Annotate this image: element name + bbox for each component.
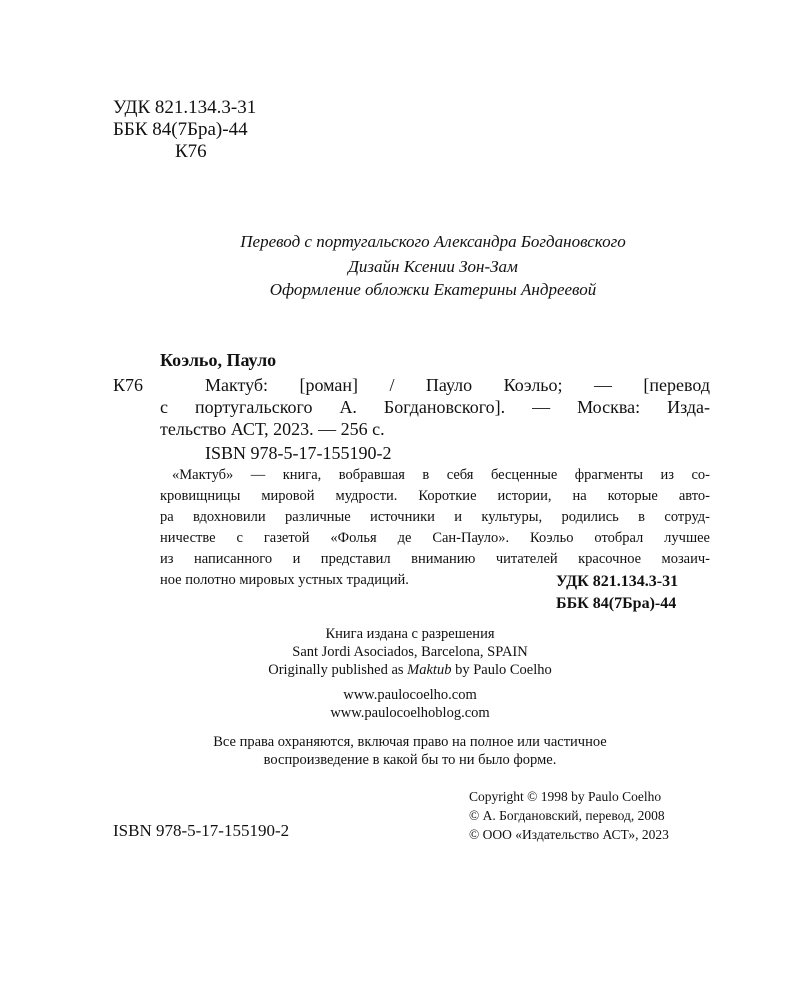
copyright-block	[469, 787, 669, 844]
license-line	[160, 661, 660, 679]
record-mark: К76	[113, 375, 144, 395]
record-description	[160, 374, 710, 440]
cover-credit: Оформление обложки Екатерины Андреевой	[269, 280, 597, 299]
abstract-line: ное полотно мировых устных традиций.	[160, 572, 409, 588]
rights-line: Все права охраняются, включая право на полное или частичное	[213, 734, 607, 750]
description-line: с португальского А. Богдановского]. — Москва: Изда-	[160, 397, 710, 417]
rights-line: воспроизведение в какой бы то ни было форме.	[263, 752, 557, 768]
abstract-line: ра вдохновили различные источники и культуры, родились в сотруд-	[160, 509, 710, 525]
abstract-line: из написанного и представил вниманию читателей красочное мозаич-	[160, 551, 710, 567]
license-line: Книга издана с разрешения	[325, 626, 495, 642]
record-udk: УДК 821.134.3-31	[556, 573, 679, 590]
license-line: Sant Jordi Asociados, Barcelona, SPAIN	[292, 644, 528, 660]
license-block	[160, 625, 660, 679]
abstract-line: «Мактуб» — книга, вобравшая в себя бесценные фрагменты из со-	[172, 467, 710, 483]
copyright-line: © А. Богдановский, перевод, 2008	[469, 808, 665, 823]
record-isbn: ISBN 978-5-17-155190-2	[205, 443, 392, 463]
website-link[interactable]: www.paulocoelho.com	[343, 687, 477, 703]
copyright-line: © ООО «Издательство АСТ», 2023	[469, 827, 669, 842]
book-title-original: Maktub	[407, 662, 452, 678]
record-author: Коэльо, Пауло	[160, 350, 277, 370]
author-mark: К76	[175, 141, 207, 162]
udk-code: УДК 821.134.3-31	[113, 97, 257, 118]
rights-notice	[160, 733, 660, 769]
translation-credit: Перевод с португальского Александра Богдановского	[240, 232, 626, 251]
description-line: Мактуб: [роман] / Пауло Коэльо; — [перевод	[205, 375, 710, 395]
design-credit: Дизайн Ксении Зон-Зам	[348, 257, 518, 276]
license-prefix: Originally published as	[268, 662, 408, 678]
footer-isbn: ISBN 978-5-17-155190-2	[113, 821, 290, 840]
description-line: тельство АСТ, 2023. — 256 с.	[160, 419, 385, 439]
license-suffix: by Paulo Coelho	[451, 662, 552, 678]
abstract-line: ничестве с газетой «Фолья де Сан-Пауло». Коэльо отобрал лучшее	[160, 530, 710, 546]
website-link[interactable]: www.paulocoelhoblog.com	[330, 705, 490, 721]
websites-block	[160, 686, 660, 722]
bbk-code: ББК 84(7Бра)-44	[113, 119, 248, 140]
abstract-line: кровищницы мировой мудрости. Короткие истории, на которые авто-	[160, 488, 710, 504]
copyright-line: Copyright © 1998 by Paulo Coelho	[469, 789, 662, 804]
record-bbk: ББК 84(7Бра)-44	[556, 595, 677, 612]
